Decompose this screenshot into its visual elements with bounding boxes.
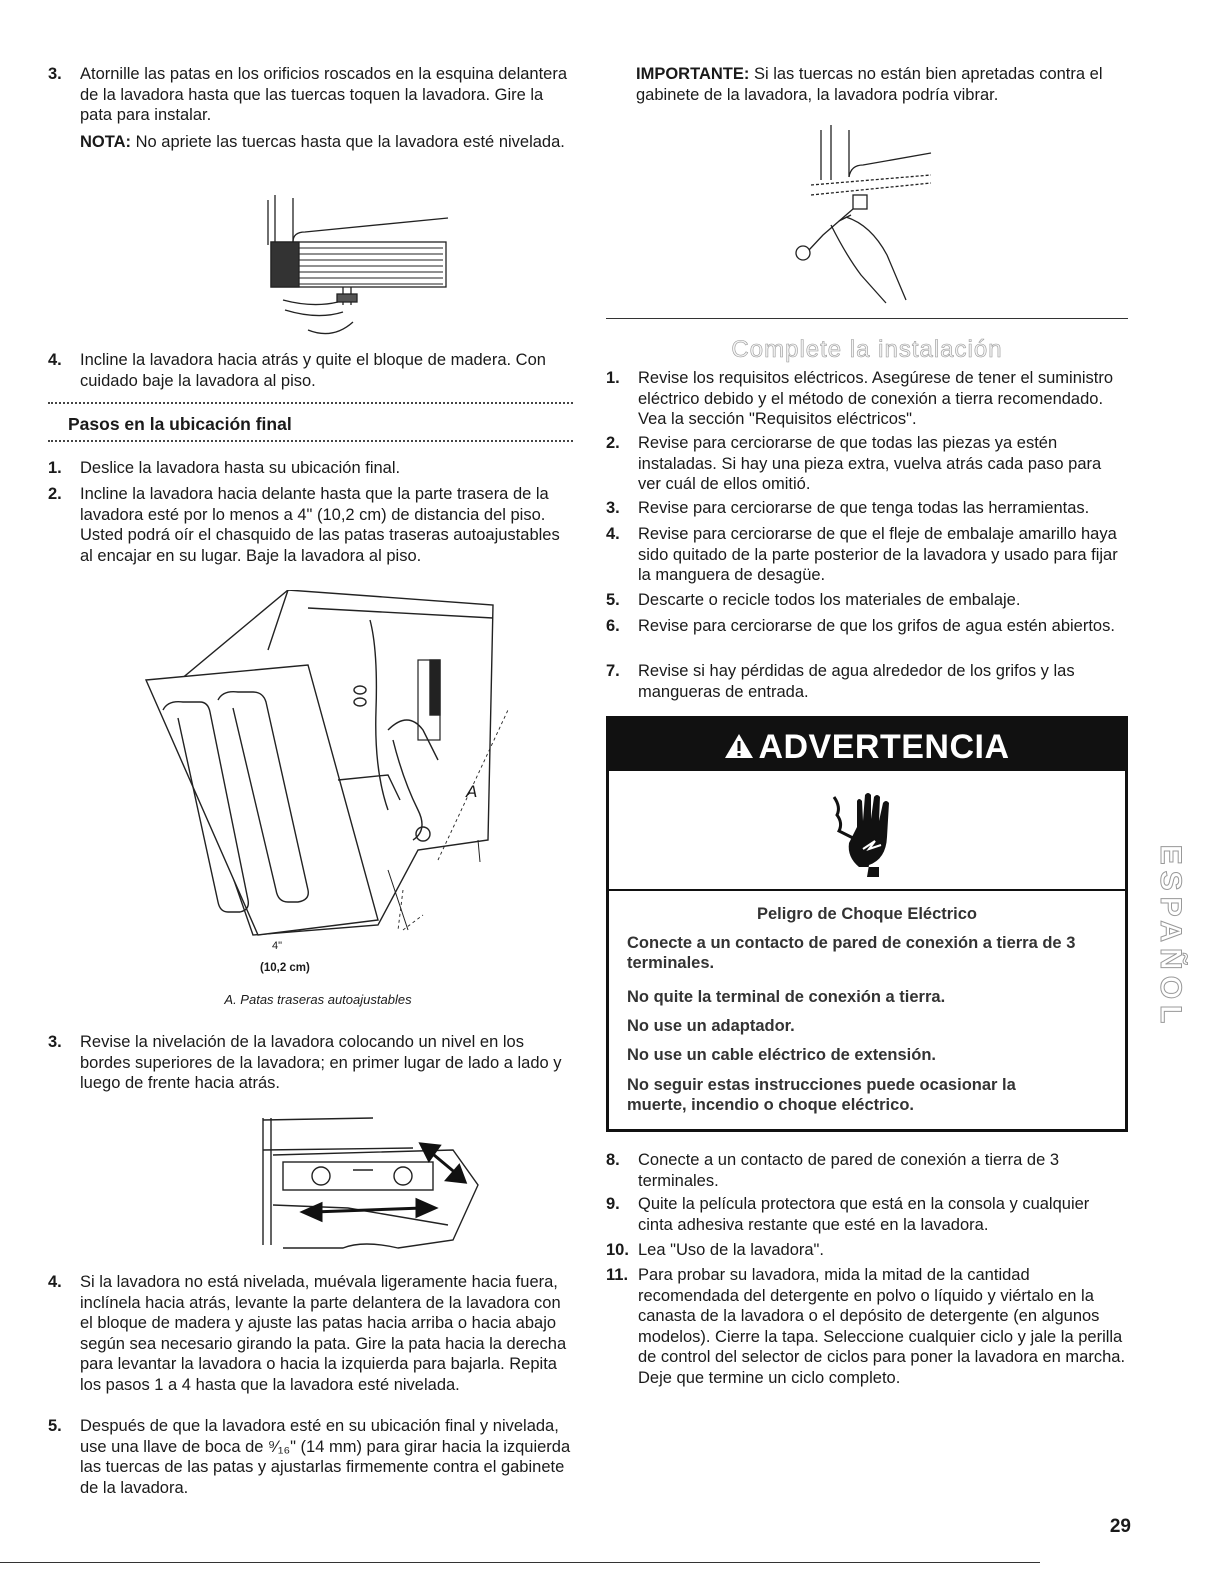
section-title: Complete la instalación: [731, 336, 1003, 363]
step-number: 3.: [606, 499, 620, 517]
warning-line-2: No quite la terminal de conexión a tierra.: [627, 988, 946, 1006]
step-text: Lea "Uso de la lavadora".: [638, 1241, 824, 1259]
step-text: Revise para cerciorarse de que tenga todas las herramientas.: [638, 499, 1090, 517]
important-label: IMPORTANTE:: [636, 65, 750, 83]
step-text: Conecte a un contacto de pared de conexión a tierra de 3 terminales.: [638, 1151, 1060, 1190]
step-number: 6.: [606, 617, 620, 635]
step-text: Atornille las patas en los orificios roscados en la esquina delantera de la lavadora hasta que las tuercas toquen la lavadora. Gire la pata para instalar.: [80, 65, 568, 124]
distance-inches: 4": [272, 940, 283, 952]
warning-line-3: No use un adaptador.: [627, 1017, 795, 1035]
section-rule: [606, 318, 1128, 319]
step-text: Revise la nivelación de la lavadora colocando un nivel en los bordes superiores de la lavadora; en primer lugar de lado a lado y luego de frente hacia atrás.: [80, 1033, 562, 1092]
step-3-attach-legs: [48, 64, 573, 128]
step-number: 1.: [48, 459, 62, 477]
step-number: 7.: [606, 662, 620, 680]
step-text: Incline la lavadora hacia delante hasta que la parte trasera de la lavadora esté por lo menos a 4" (10,2 cm) de distancia del piso. Usted podrá oír el chasquido de las patas traseras autoajustables al encajar en su lugar. Baje la lavadora al piso.: [80, 485, 560, 565]
step-number: 4.: [606, 525, 620, 543]
warning-line-4: No use un cable eléctrico de extensión.: [627, 1046, 937, 1064]
distance-cm: (10,2 cm): [260, 962, 310, 974]
step-number: 2.: [48, 485, 62, 503]
wrench-illustration: [791, 125, 941, 305]
step-number: 4.: [48, 351, 62, 369]
step-number: 2.: [606, 434, 620, 452]
step-number: 8.: [606, 1151, 620, 1169]
step-text: Para probar su lavadora, mida la mitad de la cantidad recomendada del detergente en polvo o líquido y viértalo en la canasta de la lavadora o el depósito de detergente (en algunos modelos). Cierre la tapa. Seleccione cualquier ciclo y jale la perilla de control del selector de ciclos para poner la lavadora en marcha. Deje que termine un ciclo completo.: [638, 1266, 1126, 1387]
step-number: 3.: [48, 65, 62, 83]
subheading-final-location: Pasos en la ubicación final: [68, 414, 292, 434]
step-text: Revise para cerciorarse de que todas las piezas ya estén instaladas. Si hay una pieza extra, vuelva atrás cada paso para ver cuál de ellos omitió.: [638, 434, 1102, 493]
step-text: Revise para cerciorarse de que los grifos de agua estén abiertos.: [638, 617, 1115, 635]
electric-shock-hand-icon: [829, 789, 909, 879]
step-number: 9.: [606, 1195, 620, 1213]
step-text: Revise los requisitos eléctricos. Asegúrese de tener el suministro eléctrico debido y el método de conexión a tierra recomendado. Vea la sección "Requisitos eléctricos".: [638, 369, 1114, 428]
important-note: [636, 64, 1128, 105]
step-number: 5.: [606, 591, 620, 609]
step-number: 1.: [606, 369, 620, 387]
tilted-washer-illustration: [138, 590, 528, 950]
footer-rule: [0, 1562, 1040, 1563]
step-number: 4.: [48, 1273, 62, 1291]
step-number: 5.: [48, 1417, 62, 1435]
warning-triangle-icon: [724, 721, 754, 777]
step-text: Revise para cerciorarse de que el fleje de embalaje amarillo haya sido quitado de la parte posterior de la lavadora y usado para fijar la manguera de desagüe.: [638, 525, 1118, 584]
step-text: Descarte o recicle todos los materiales de embalaje.: [638, 591, 1021, 609]
important-text: Si las tuercas no están bien apretadas contra el gabinete de la lavadora, la lavadora podría vibrar.: [636, 65, 1103, 104]
note: [80, 132, 573, 153]
step-text: Incline la lavadora hacia atrás y quite el bloque de madera. Con cuidado baje la lavadora al piso.: [80, 351, 546, 390]
note-label: NOTA:: [80, 133, 132, 151]
subhead-divider-top: [48, 402, 573, 404]
step-number: 10.: [606, 1241, 629, 1259]
step-text: Revise si hay pérdidas de agua alrededor de los grifos y las mangueras de entrada.: [638, 662, 1075, 701]
warning-box: [606, 716, 1128, 1132]
subhead-divider-bottom: [48, 440, 573, 442]
language-side-tab: [1150, 790, 1190, 1090]
note-text: No apriete las tuercas hasta que la lavadora esté nivelada.: [131, 133, 565, 151]
figure-caption: A. Patas traseras autoajustables: [224, 992, 412, 1007]
hazard-title: Peligro de Choque Eléctrico: [756, 905, 978, 923]
leg-install-illustration: [223, 190, 453, 340]
step-number: 11.: [606, 1266, 629, 1284]
page-number: 29: [1109, 1516, 1131, 1537]
warning-title: ADVERTENCIA: [758, 728, 1010, 766]
step-text: Si la lavadora no está nivelada, muévala ligeramente hacia fuera, inclínela hacia atrás, levante la parte delantera de la lavadora con el bloque de madera y ajuste las patas hacia arriba o hacia abajo según sea necesario girando la pata. Gire la pata hacia la derecha para levantar la lavadora o hacia la izquierda para bajarla. Repita los pasos 1 a 4 hasta que la lavadora esté nivelada.: [80, 1273, 567, 1394]
warning-divider: [609, 889, 1125, 891]
step-text: Quite la película protectora que está en la consola y cualquier cinta adhesiva restante que esté en la lavadora.: [638, 1195, 1090, 1234]
warning-header: [609, 719, 1125, 771]
level-check-illustration: [203, 1110, 483, 1260]
step-text: Después de que la lavadora esté en su ubicación final y nivelada, use una llave de boca de ⁹⁄₁₆" (14 mm) para girar hacia la izquierda las tuercas de las patas y ajustarlas firmemente contra el gabinete de la lavadora.: [80, 1417, 571, 1497]
warning-line-1: Conecte a un contacto de pared de conexión a tierra de 3 terminales.: [627, 934, 1076, 972]
warning-line-5: No seguir estas instrucciones puede ocasionar la muerte, incendio o choque eléctrico.: [627, 1076, 1016, 1114]
label-a: A: [466, 782, 478, 801]
step-number: 3.: [48, 1033, 62, 1051]
side-tab-label: ESPAÑOL: [1154, 844, 1187, 1030]
step-text: Deslice la lavadora hasta su ubicación final.: [80, 459, 401, 477]
